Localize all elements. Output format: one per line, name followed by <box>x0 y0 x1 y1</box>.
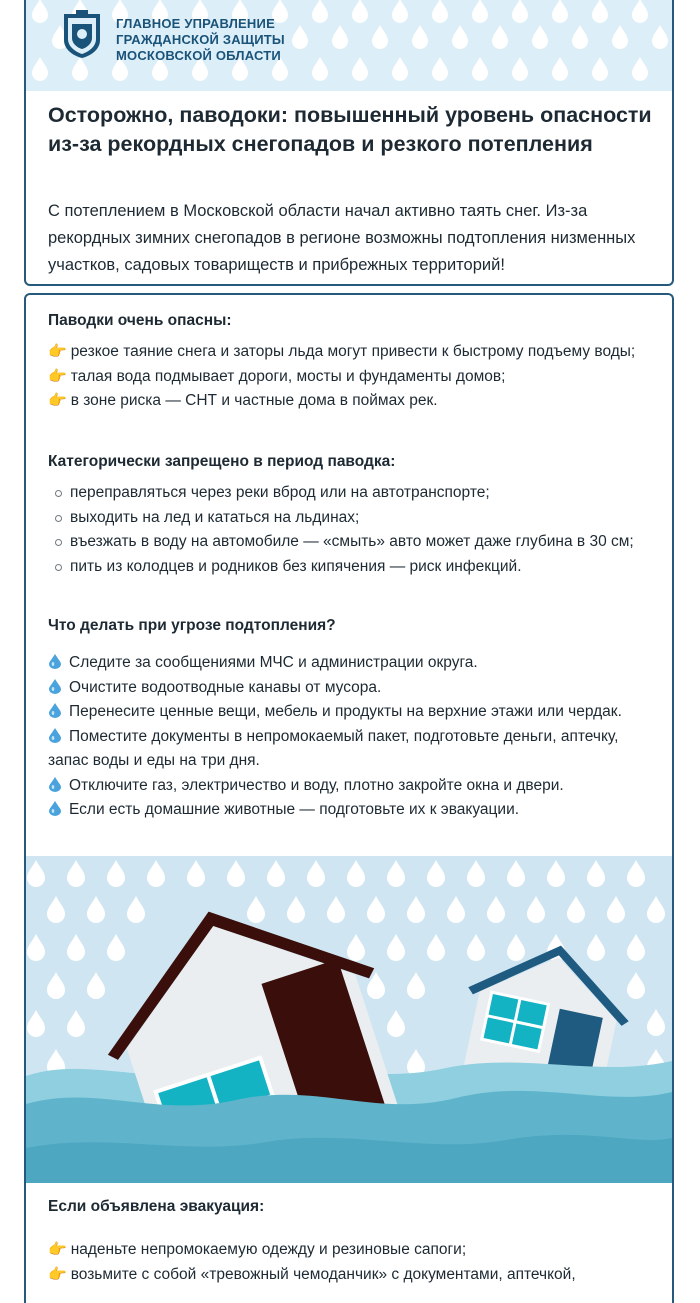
danger-list <box>48 340 658 414</box>
list-item: Очистите водоотводные канавы от мусора. <box>48 676 658 701</box>
droplet-icon <box>49 801 61 816</box>
org-line-1: ГЛАВНОЕ УПРАВЛЕНИЕ <box>116 16 275 31</box>
list-item: переправляться через реки вброд или на автотранспорте; <box>48 481 658 506</box>
droplet-icon <box>49 679 61 694</box>
article-lead: С потеплением в Московской области начал активно таять снег. Из-за рекордных зимних снегопадов в регионе возможны подтопления низменных участков, садовых товариществ и прибрежных территорий! <box>48 202 636 274</box>
list-item: въезжать в воду на автомобиле — «смыть» авто может даже глубина в 30 см; <box>48 530 658 555</box>
list-item: пить из колодцев и родников без кипячения — риск инфекций. <box>48 555 658 580</box>
todo-list <box>48 651 658 823</box>
header-card <box>24 0 674 286</box>
list-item: 👉 наденьте непромокаемую одежду и резиновые сапоги; <box>48 1241 467 1258</box>
flooded-houses-image <box>26 856 672 1183</box>
droplet-icon <box>49 728 61 743</box>
list-item: Отключите газ, электричество и воду, плотно закройте окна и двери. <box>48 774 658 799</box>
pointing-hand-icon: 👉 <box>48 1241 67 1258</box>
coat-of-arms-icon <box>60 10 104 60</box>
droplet-icon <box>49 777 61 792</box>
list-item: 👉 возьмите с собой «тревожный чемоданчик» с документами, аптечкой, <box>48 1265 576 1283</box>
evacuation-heading: Если объявлена эвакуация: <box>48 1198 265 1215</box>
danger-heading: Паводки очень опасны: <box>48 312 232 329</box>
list-item: 👉 в зоне риска — СНТ и частные дома в поймах рек. <box>48 392 438 409</box>
pointing-hand-icon: 👉 <box>48 1265 67 1283</box>
circle-bullet-icon <box>55 539 62 546</box>
header-banner <box>26 0 672 91</box>
list-item: Если есть домашние животные — подготовьте их к эвакуации. <box>48 798 658 823</box>
list-item: Следите за сообщениями МЧС и администрации округа. <box>48 651 658 676</box>
circle-bullet-icon <box>55 490 62 497</box>
list-item: Перенесите ценные вещи, мебель и продукты на верхние этажи или чердак. <box>48 700 658 725</box>
pointing-hand-icon: 👉 <box>48 343 67 360</box>
article-title: Осторожно, паводоки: повышенный уровень опасности из-за рекордных снегопадов и резкого потепления <box>48 103 652 156</box>
list-item: Поместите документы в непромокаемый пакет, подготовьте деньги, аптечку, запас воды и еды на три дня. <box>48 727 619 769</box>
pointing-hand-icon: 👉 <box>48 392 67 409</box>
forbidden-heading: Категорически запрещено в период паводка: <box>48 453 396 470</box>
droplet-icon <box>49 654 61 669</box>
list-item: 👉 талая вода подмывает дороги, мосты и фундаменты домов; <box>48 367 506 385</box>
todo-heading: Что делать при угрозе подтопления? <box>48 617 336 634</box>
org-line-2: ГРАЖДАНСКОЙ ЗАЩИТЫ <box>116 32 285 47</box>
org-line-3: МОСКОВСКОЙ ОБЛАСТИ <box>116 48 281 63</box>
forbidden-list <box>48 481 658 579</box>
droplet-icon <box>49 703 61 718</box>
flood-illustration <box>26 856 672 1183</box>
circle-bullet-icon <box>55 515 62 522</box>
pointing-hand-icon: 👉 <box>48 367 67 385</box>
content-card <box>24 293 674 1303</box>
circle-bullet-icon <box>55 564 62 571</box>
evacuation-list <box>48 1238 658 1287</box>
organization-name <box>116 16 285 64</box>
list-item: 👉 резкое таяние снега и заторы льда могут привести к быстрому подъему воды; <box>48 343 636 360</box>
list-item: выходить на лед и кататься на льдинах; <box>48 506 658 531</box>
